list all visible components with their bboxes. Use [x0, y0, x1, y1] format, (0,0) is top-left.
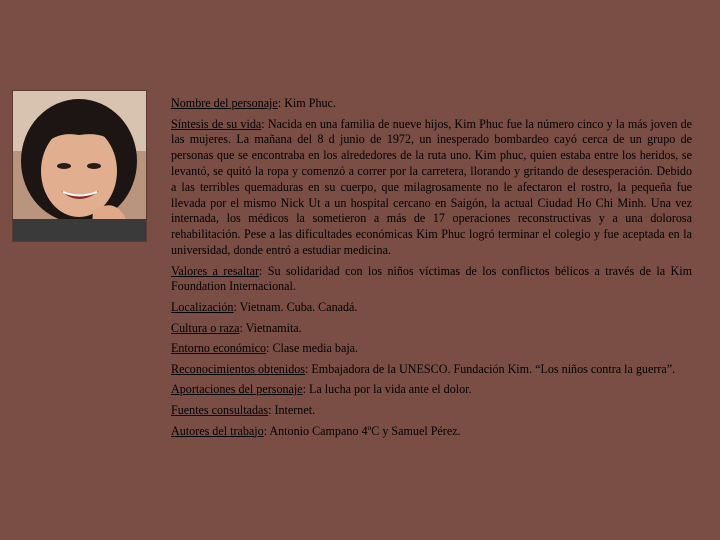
entry-authors: Autores del trabajo: Antonio Campano 4ºC y Samuel Pérez.	[171, 423, 461, 438]
entry-value: Nacida en una familia de nueve hijos, Kim Phuc fue la número cinco y la más joven de las mujeres. La mañana del 8 d junio de 1972, un inesperado bombardeo cayó cerca de un grupo de personas que se encontraba en los alrededores de la ruta uno. Kim phuc, quien estaba entre los heridos, se levantó, se quitó la ropa y comenzó a correr por la carretera, llorando y gritando de desesperación. Debido a las terribles quemaduras en su cuerpo, que milagrosamente no le afectaron el rostro, la pequeña fue llevada por el mismo Nick Ut a un hospital cercano en Saigón, la actual Ciudad Ho Chi Minh. Una vez internada, los médicos la sometieron a más de 17 operaciones reconstructivas y a una dolorosa rehabilitación. Pese a las dificultades económicas Kim Phuc logró terminar el colegio y fue aceptada en la universidad, donde entró a estudiar medicina.	[171, 116, 692, 257]
entry-label: Valores a resaltar	[171, 263, 260, 278]
entry-label: Aportaciones del personaje	[171, 382, 303, 397]
entry-contributions: Aportaciones del personaje: La lucha por la vida ante el dolor.	[171, 382, 472, 397]
entry-value: Vietnamita.	[245, 320, 302, 335]
entry-value: Vietnam. Cuba. Canadá.	[239, 299, 358, 314]
entry-recognitions: Reconocimientos obtenidos: Embajadora de la UNESCO. Fundación Kim. “Los niños contra la guerra”.	[171, 361, 676, 376]
entry-label: Cultura o raza	[171, 320, 240, 335]
profile-text	[171, 96, 692, 444]
portrait-photo	[12, 90, 147, 242]
entry-values: Valores a resaltar: Su solidaridad con los niños víctimas de los conflictos bélicos a través de la Kim Foundation Internacional.	[171, 263, 692, 294]
entry-label: Localización	[171, 299, 234, 314]
entry-value: Su solidaridad con los niños víctimas de los conflictos bélicos a través de la Kim Foundation Internacional.	[171, 263, 692, 294]
entry-value: Clase media baja.	[272, 341, 359, 356]
entry-label: Entorno económico	[171, 341, 267, 356]
entry-label: Reconocimientos obtenidos	[171, 361, 306, 376]
entry-value: La lucha por la vida ante el dolor.	[309, 382, 472, 397]
entry-label: Nombre del personaje	[171, 96, 278, 110]
entry-name: Nombre del personaje: Kim Phuc.	[171, 96, 336, 110]
entry-location: Localización: Vietnam. Cuba. Canadá.	[171, 299, 358, 314]
entry-label: Autores del trabajo	[171, 423, 264, 438]
entry-value: Kim Phuc.	[284, 96, 336, 110]
entry-label: Síntesis de su vida	[171, 116, 262, 131]
entry-synthesis: Síntesis de su vida: Nacida en una familia de nueve hijos, Kim Phuc fue la número cinco y la más joven de las mujeres. La mañana del 8 d junio de 1972, un inesperado bombardeo cayó cerca de un grupo de personas que se encontraba en los alrededores de la ruta uno. Kim phuc, quien estaba entre los heridos, se levantó, se quitó la ropa y comenzó a correr por la carretera, llorando y gritando de desesperación. Debido a las terribles quemaduras en su cuerpo, que milagrosamente no le afectaron el rostro, la pequeña fue llevada por el mismo Nick Ut a un hospital cercano en Saigón, la actual Ciudad Ho Chi Minh. Una vez internada, los médicos la sometieron a más de 17 operaciones reconstructivas y a una dolorosa rehabilitación. Pese a las dificultades económicas Kim Phuc logró terminar el colegio y fue aceptada en la universidad, donde entró a estudiar medicina.	[171, 116, 692, 257]
entry-value: Antonio Campano 4ºC y Samuel Pérez.	[269, 423, 461, 438]
entry-culture: Cultura o raza: Vietnamita.	[171, 320, 302, 335]
entry-sources: Fuentes consultadas: Internet.	[171, 402, 316, 417]
entry-economy: Entorno económico: Clase media baja.	[171, 341, 359, 356]
entry-value: Internet.	[274, 402, 316, 417]
entry-label: Fuentes consultadas	[171, 402, 269, 417]
entry-value: Embajadora de la UNESCO. Fundación Kim. “Los niños contra la guerra”.	[311, 361, 676, 376]
